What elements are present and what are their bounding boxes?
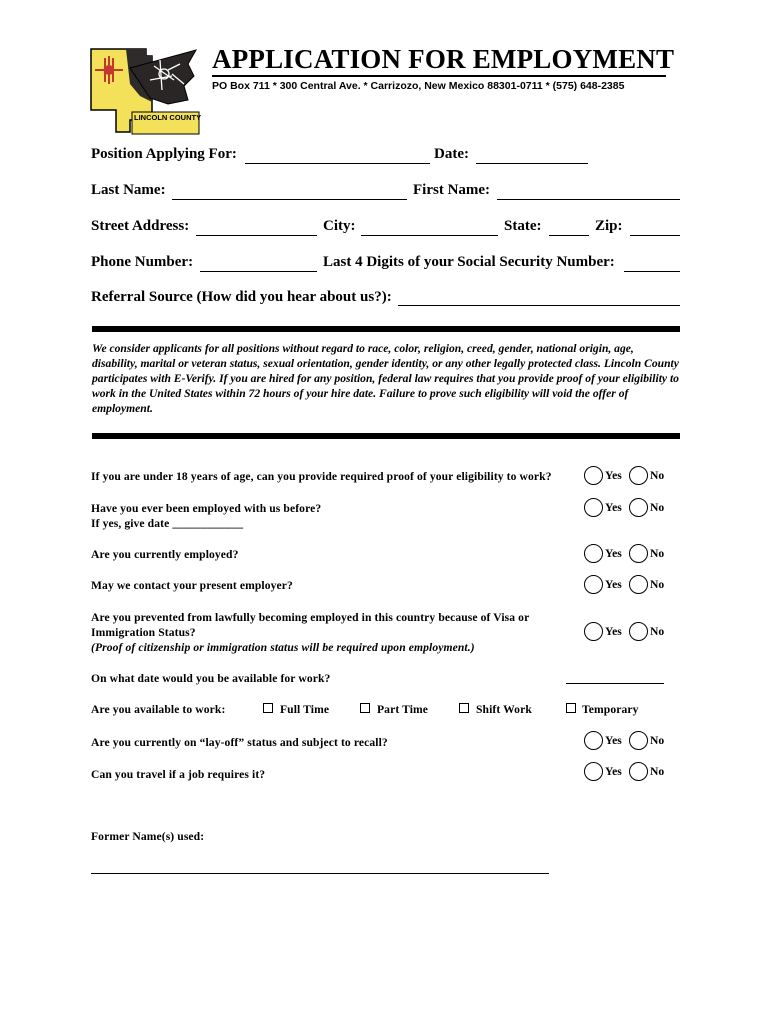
radio-no[interactable] (629, 575, 648, 594)
city-label: City: (323, 218, 356, 234)
question-lay-off: Are you currently on “lay-off” status and subject to recall? (91, 736, 388, 749)
first-name-input-line[interactable] (497, 199, 680, 200)
zip-input-line[interactable] (630, 235, 680, 236)
radio-yes[interactable] (584, 498, 603, 517)
lincoln-county-logo (88, 46, 202, 138)
logo-label: LINCOLN COUNTY (134, 113, 202, 122)
yes-label: Yes (605, 625, 622, 638)
radio-no[interactable] (629, 762, 648, 781)
last-name-label: Last Name: (91, 182, 166, 198)
part-time-label: Part Time (377, 703, 429, 716)
address-line: PO Box 711 * 300 Central Ave. * Carrizozo, New Mexico 88301-0711 * (575) 648-2385 (212, 80, 625, 92)
zip-label: Zip: (595, 218, 623, 234)
street-address-label: Street Address: (91, 218, 190, 234)
question-visa-status-note: (Proof of citizenship or immigration status will be required upon employment.) (91, 641, 475, 654)
question-currently-employed: Are you currently employed? (91, 548, 239, 561)
question-work-availability: Are you available to work: (91, 703, 226, 716)
no-label: No (650, 625, 665, 638)
yes-label: Yes (605, 547, 622, 560)
position-label: Position Applying For: (91, 146, 237, 162)
yes-label: Yes (605, 578, 622, 591)
first-name-label: First Name: (413, 182, 491, 198)
radio-yes[interactable] (584, 544, 603, 563)
radio-yes[interactable] (584, 466, 603, 485)
city-input-line[interactable] (361, 235, 498, 236)
title-underline (212, 75, 666, 77)
divider-bar (92, 326, 680, 332)
no-label: No (650, 501, 665, 514)
no-label: No (650, 469, 665, 482)
checkbox-temporary[interactable] (566, 703, 576, 713)
referral-label: Referral Source (How did you hear about us?): (91, 289, 392, 305)
radio-no[interactable] (629, 731, 648, 750)
no-label: No (650, 547, 665, 560)
page-title: APPLICATION FOR EMPLOYMENT (212, 44, 675, 74)
date-input-line[interactable] (476, 163, 588, 164)
ssn-input-line[interactable] (624, 271, 680, 272)
question-contact-employer: May we contact your present employer? (91, 579, 293, 592)
last-name-input-line[interactable] (172, 199, 407, 200)
eeo-notice: We consider applicants for all positions without regard to race, color, religion, creed, gender, national origin, age, disability, marital or veteran status, sexual orientation, gender identity, or any other legally protected class. Lincoln County participates with E-Verify. If you are hired for any position, federal law requires that you provide proof of your eligibility to work in the United States within 72 hours of your hire date. Failure to prove such eligibility will void the offer of employment. (92, 342, 679, 415)
phone-input-line[interactable] (200, 271, 317, 272)
question-visa-status-line2: Immigration Status? (91, 626, 196, 639)
radio-no[interactable] (629, 466, 648, 485)
yes-label: Yes (605, 469, 622, 482)
radio-yes[interactable] (584, 731, 603, 750)
referral-input-line[interactable] (398, 305, 680, 306)
question-visa-status: Are you prevented from lawfully becoming employed in this country because of Visa or (91, 611, 530, 624)
radio-yes[interactable] (584, 762, 603, 781)
position-input-line[interactable] (245, 163, 430, 164)
radio-no[interactable] (629, 498, 648, 517)
shift-work-label: Shift Work (476, 703, 532, 716)
date-label: Date: (434, 146, 469, 162)
state-input-line[interactable] (549, 235, 589, 236)
yes-label: Yes (605, 734, 622, 747)
checkbox-full-time[interactable] (263, 703, 273, 713)
state-label: State: (504, 218, 542, 234)
available-date-input-line[interactable] (566, 683, 664, 684)
yes-label: Yes (605, 765, 622, 778)
radio-yes[interactable] (584, 622, 603, 641)
question-employed-before: Have you ever been employed with us before? (91, 502, 322, 515)
no-label: No (650, 734, 665, 747)
yes-label: Yes (605, 501, 622, 514)
no-label: No (650, 578, 665, 591)
radio-no[interactable] (629, 622, 648, 641)
street-address-input-line[interactable] (196, 235, 317, 236)
checkbox-part-time[interactable] (360, 703, 370, 713)
divider-bar (92, 433, 680, 439)
former-names-input-line[interactable] (91, 873, 549, 874)
radio-yes[interactable] (584, 575, 603, 594)
question-available-date: On what date would you be available for work? (91, 672, 331, 685)
question-under-18: If you are under 18 years of age, can you provide required proof of your eligibility to work? (91, 470, 552, 483)
former-names-label: Former Name(s) used: (91, 830, 205, 843)
phone-label: Phone Number: (91, 254, 194, 270)
full-time-label: Full Time (280, 703, 330, 716)
no-label: No (650, 765, 665, 778)
temporary-label: Temporary (582, 703, 639, 716)
ssn-label: Last 4 Digits of your Social Security Number: (323, 254, 615, 270)
question-travel: Can you travel if a job requires it? (91, 768, 266, 781)
radio-no[interactable] (629, 544, 648, 563)
question-employed-before-date: If yes, give date ____________ (91, 517, 244, 530)
checkbox-shift-work[interactable] (459, 703, 469, 713)
